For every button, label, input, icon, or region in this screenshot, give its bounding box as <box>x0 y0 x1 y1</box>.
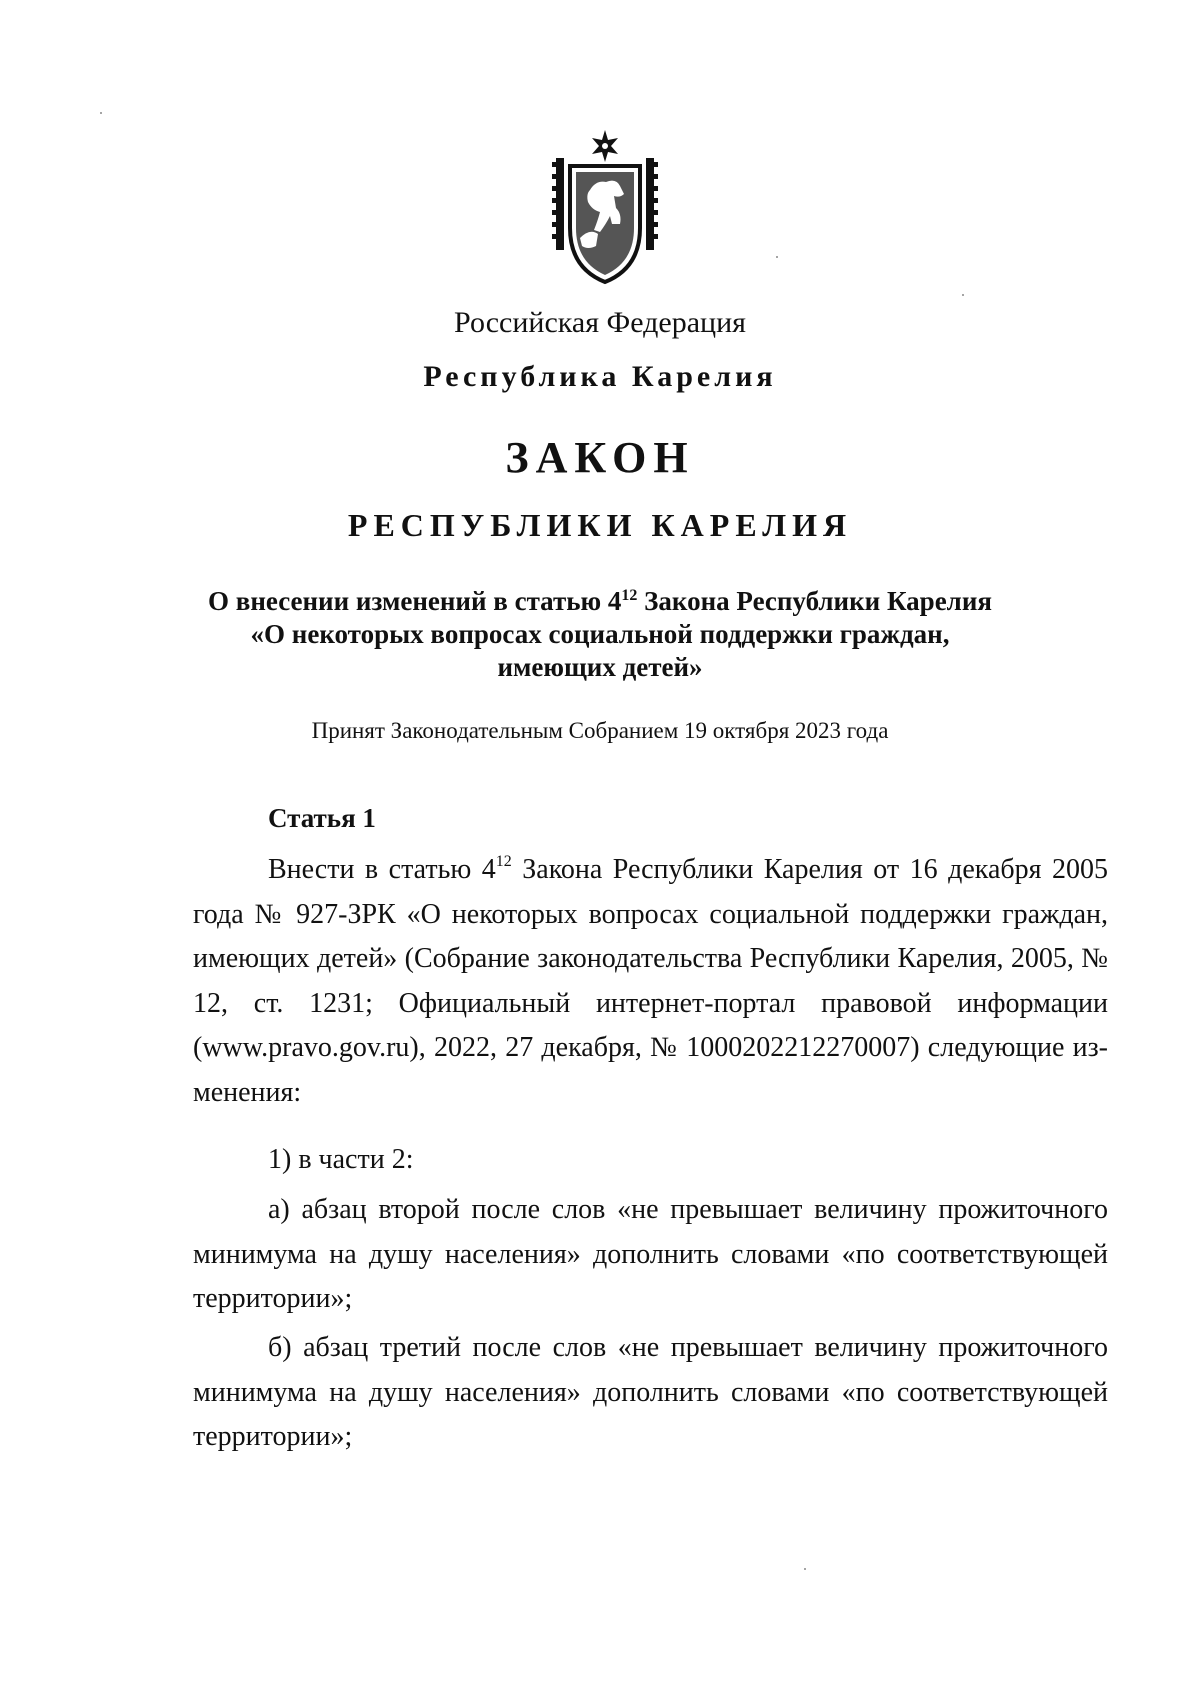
document-type: ЗАКОН <box>505 433 695 482</box>
scan-speck <box>962 294 964 296</box>
scan-speck <box>100 112 102 114</box>
law-title-superscript: 12 <box>621 587 638 604</box>
article-item-a: а) абзац второй после слов «не превышает величину прожиточного минимума на душу населения» дополнить словами «по соответствующей территории»; <box>193 1194 1108 1314</box>
article-item-b: б) абзац третий после слов «не превышает величину прожиточного минимума на душу населения» дополнить словами «по соответствующей территории»; <box>193 1332 1108 1452</box>
article-heading: Статья 1 <box>268 803 376 833</box>
country-name: Российская Федерация <box>454 306 746 339</box>
scan-speck <box>776 256 778 258</box>
article-superscript: 12 <box>495 853 512 870</box>
document-type-subtitle: РЕСПУБЛИКИ КАРЕЛИЯ <box>347 507 853 543</box>
republic-name: Республика Карелия <box>423 360 777 393</box>
law-title-line-1: О внесении изменений в статью $4^{12}$ Закона Республики Карелия <box>208 586 992 616</box>
article-item-1: 1) в части 2: <box>268 1144 414 1175</box>
article-paragraph-intro: Внести в статью $4^{12}$ Закона Республики Карелия от 16 декабря 2005 года № 927-ЗРК «О некоторых вопросах социальной поддержки граждан, имеющих детей» (Собрание законодательства Республики Карелия, 2005, № 12, ст. 1231; Официальный интернет-портал правовой информации (www.pravo.gov.ru), 2022, 27 декабря, № 1000202212270007) следующие изменения: <box>193 853 1108 1108</box>
adoption-date: Принят Законодательным Собранием 19 октября 2023 года <box>311 718 889 743</box>
law-title-line-2: «О некоторых вопросах социальной поддержки граждан, <box>250 619 950 649</box>
law-title-line-3: имеющих детей» <box>497 652 703 682</box>
coat-of-arms-karelia-icon <box>550 128 660 286</box>
law-title <box>0 585 1200 684</box>
scan-speck <box>804 1568 806 1570</box>
